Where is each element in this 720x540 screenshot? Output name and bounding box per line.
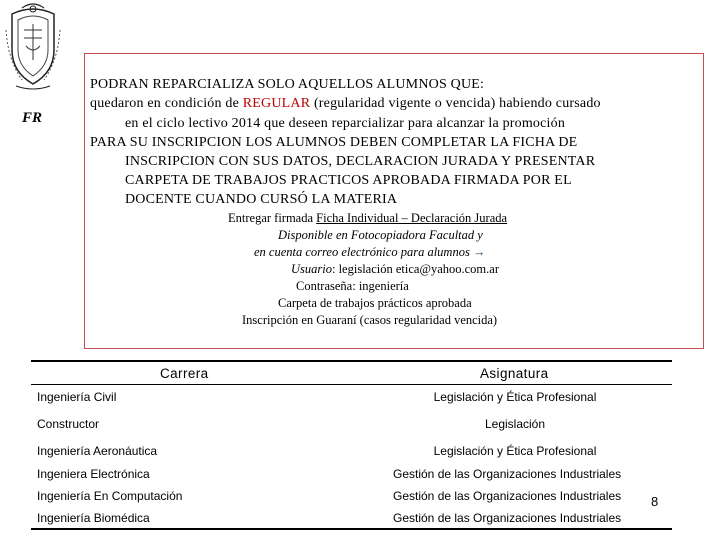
table-top-rule [31, 360, 672, 362]
notice-line-1: PODRAN REPARCIALIZA SOLO AQUELLOS ALUMNOS QUE: [90, 77, 485, 92]
university-crest-icon [2, 0, 64, 92]
notice-line-7: DOCENTE CUANDO CURSÓ LA MATERIA [125, 192, 398, 207]
table-row-carrera: Ingeniería En Computación [37, 489, 183, 503]
disponible-line: Disponible en Fotocopiadora Facultad y [278, 228, 483, 242]
table-row-asignatura: Gestión de las Organizaciones Industriales [393, 467, 622, 481]
usuario-value: : legislación etica@yahoo.com.ar [331, 262, 499, 276]
notice-line-6: CARPETA DE TRABAJOS PRACTICOS APROBADA FIRMADA POR EL [125, 173, 572, 188]
entregar-text: Entregar firmada [228, 211, 317, 225]
contrasena-line: Contraseña: ingeniería [296, 279, 409, 293]
usuario-line [291, 262, 499, 277]
carrera-header: Carrera [160, 366, 209, 381]
notice-line-2-post: (regularidad vigente o vencida) habiendo cursado [310, 96, 601, 111]
notice-line-4: PARA SU INSCRIPCION LOS ALUMNOS DEBEN COMPLETAR LA FICHA DE [90, 135, 578, 150]
table-bottom-rule [31, 528, 672, 530]
arrow-right-icon: → [472, 245, 486, 259]
notice-line-3: en el ciclo lectivo 2014 que deseen reparcializar para alcanzar la promoción [125, 116, 566, 131]
table-row-carrera: Ingeniería Civil [37, 390, 117, 404]
notice-line-2-pre: quedaron en condición de [90, 96, 243, 111]
table-header-rule [31, 384, 672, 385]
notice-line-2 [90, 96, 601, 112]
entregar-line [228, 211, 507, 226]
table-row-carrera: Ingeniería Biomédica [37, 511, 150, 525]
table-row-carrera: Ingeniera Electrónica [37, 467, 150, 481]
regular-highlight: REGULAR [242, 96, 311, 111]
cuenta-line [254, 245, 485, 260]
cuenta-text: en cuenta correo electrónico para alumnos [254, 245, 470, 259]
table-row-asignatura: Legislación y Ética Profesional [433, 390, 597, 404]
table-row-carrera: Ingeniería Aeronáutica [37, 444, 158, 458]
page-number: 8 [651, 494, 659, 509]
table-row-asignatura: Legislación [484, 417, 546, 431]
carpeta-line: Carpeta de trabajos prácticos aprobada [278, 296, 472, 310]
ficha-individual-link[interactable]: Ficha Individual – Declaración Jurada [316, 211, 508, 225]
fr-label: FR [22, 110, 43, 126]
usuario-label: Usuario [291, 262, 332, 276]
inscripcion-line: Inscripción en Guaraní (casos regularidad vencida) [242, 313, 498, 327]
table-row-carrera: Constructor [37, 417, 100, 431]
table-row-asignatura: Gestión de las Organizaciones Industriales [393, 511, 622, 525]
notice-line-5: INSCRIPCION CON SUS DATOS, DECLARACION JURADA Y PRESENTAR [125, 154, 596, 169]
table-row-asignatura: Legislación y Ética Profesional [433, 444, 597, 458]
table-row-asignatura: Gestión de las Organizaciones Industriales [393, 489, 622, 503]
asignatura-header: Asignatura [480, 366, 549, 381]
